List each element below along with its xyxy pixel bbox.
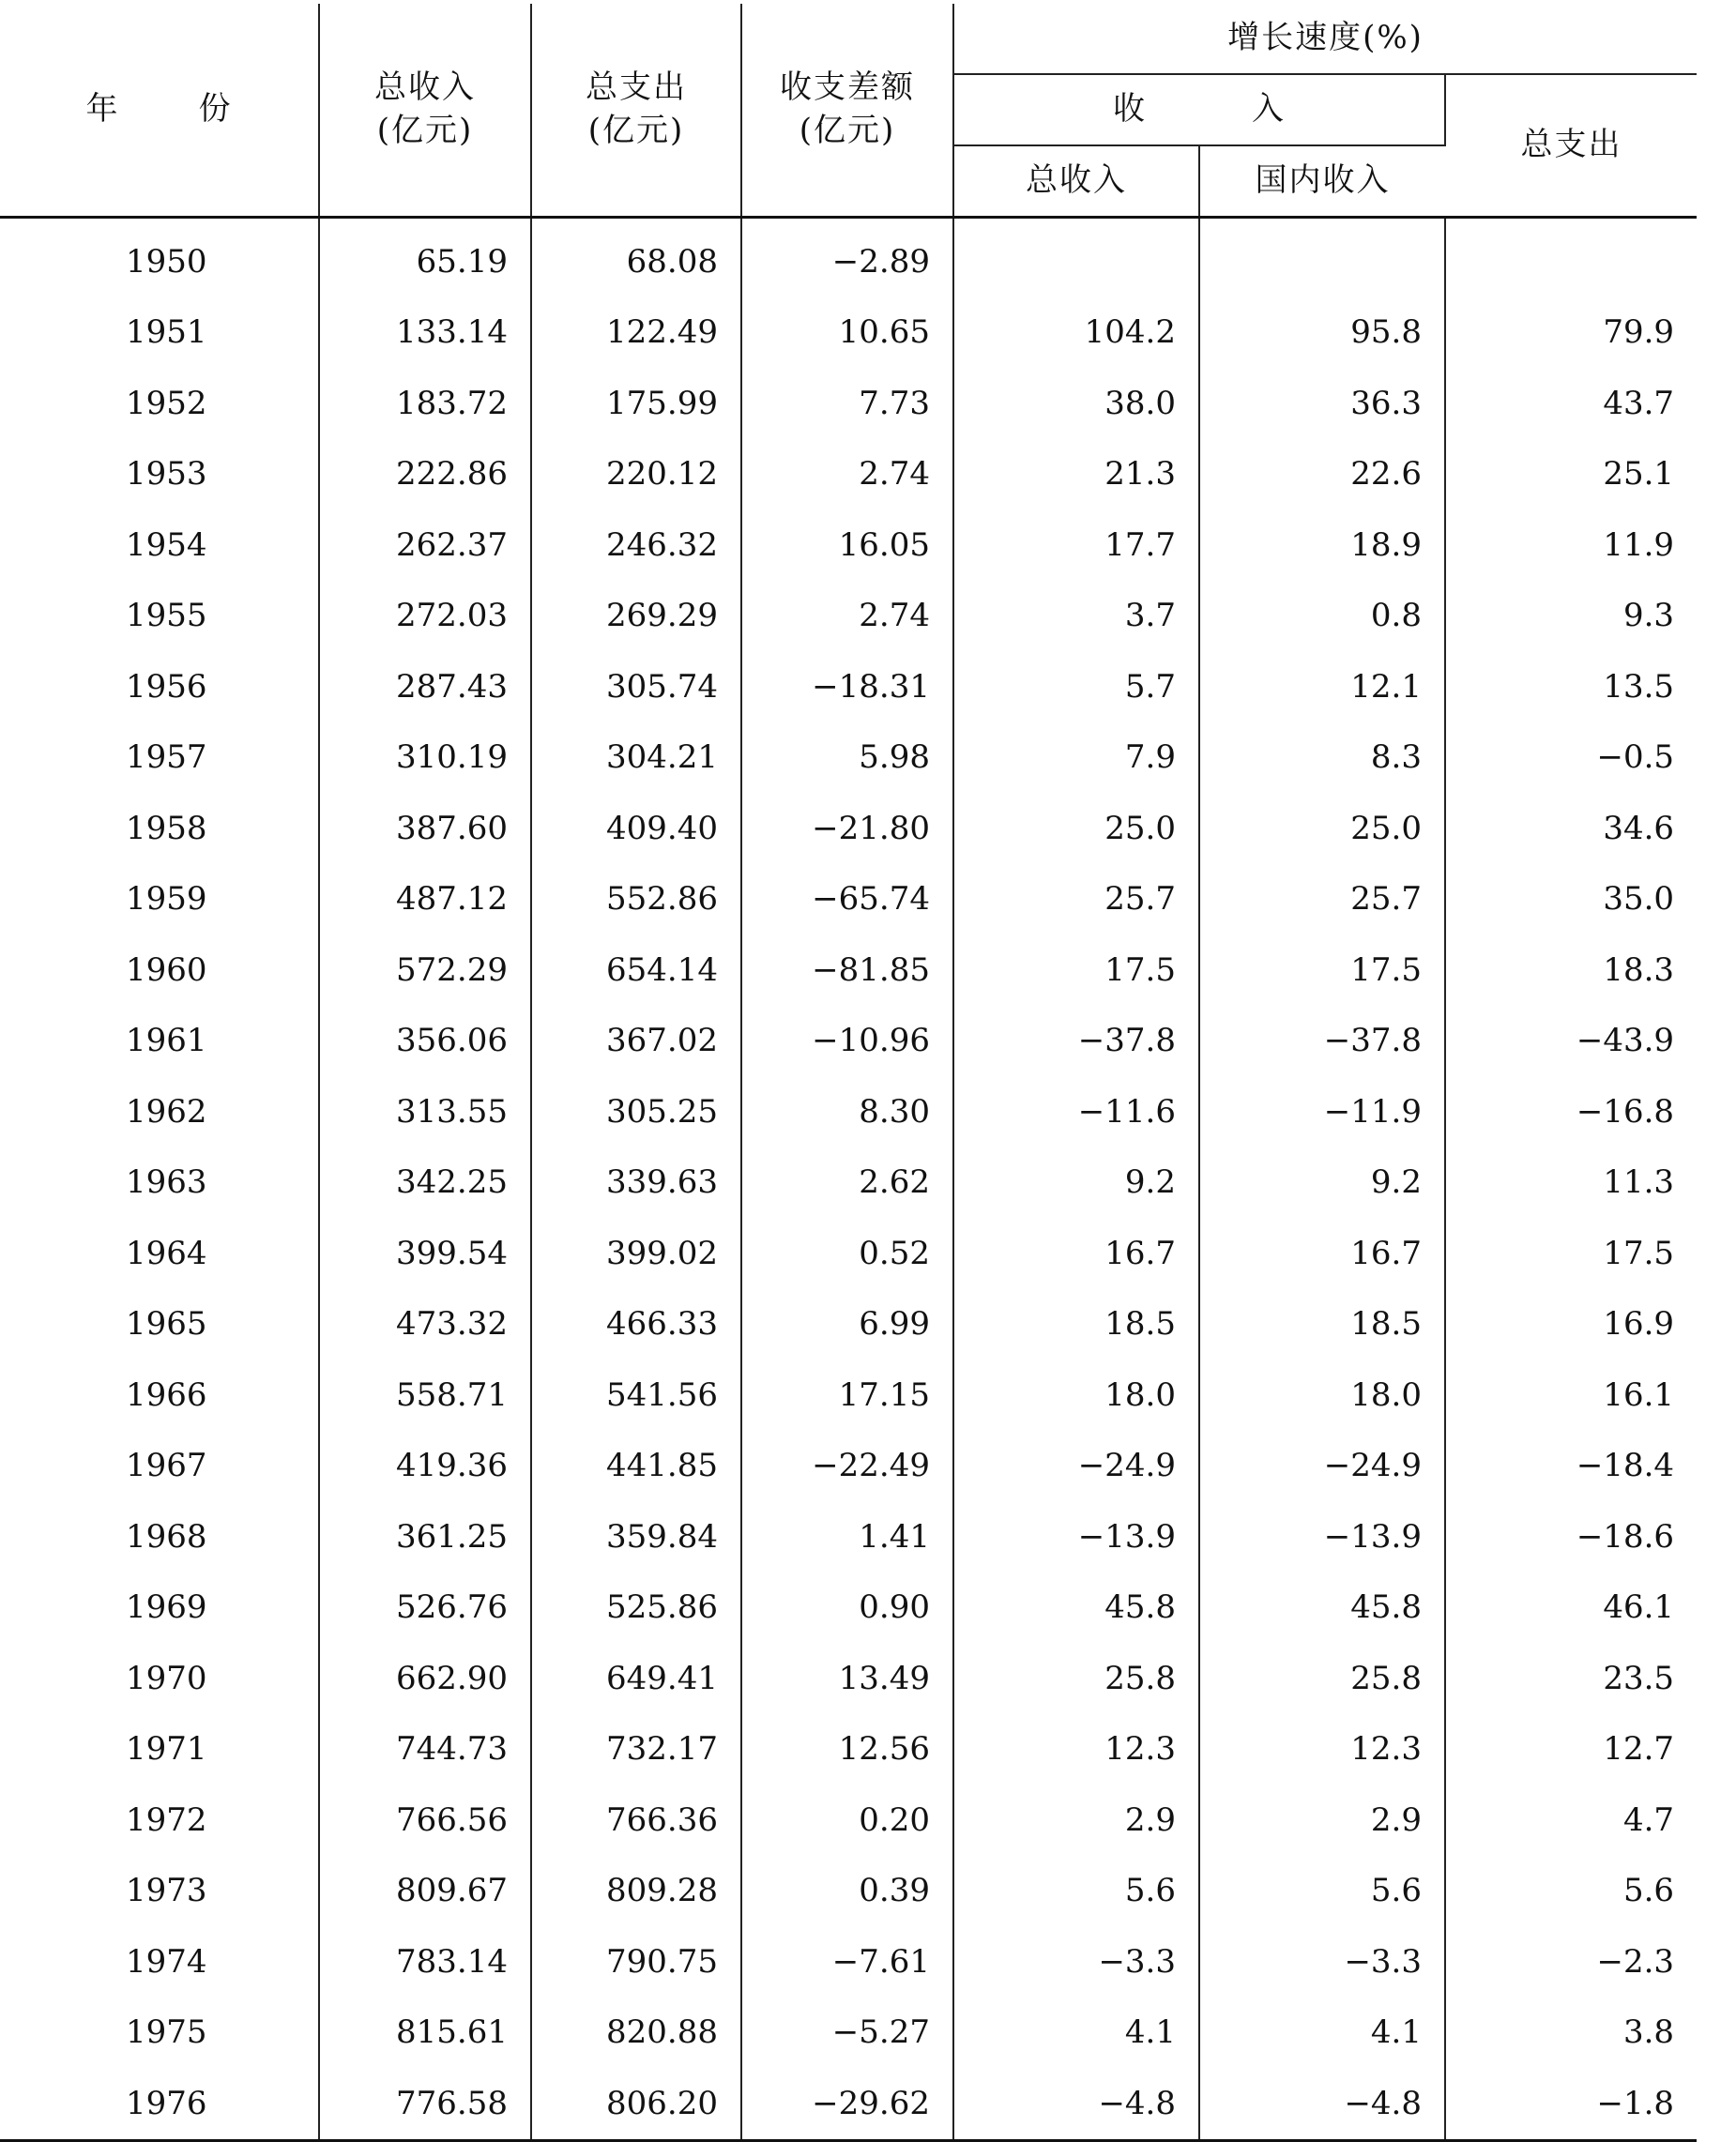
table-row (0, 1431, 1697, 1502)
table-row (0, 1926, 1697, 1998)
total-revenue-cell: 313.55 (319, 1076, 531, 1147)
growth-total-revenue-cell: 5.6 (953, 1856, 1199, 1927)
year-cell: 1951 (0, 297, 319, 369)
growth-total-revenue-cell: 2.9 (953, 1785, 1199, 1856)
total-expenditure-cell: 525.86 (531, 1572, 741, 1644)
growth-total-revenue-cell: 45.8 (953, 1572, 1199, 1644)
growth-total-revenue-cell: 17.5 (953, 934, 1199, 1006)
balance-cell: 13.49 (741, 1643, 953, 1714)
fiscal-revenue-expenditure-table (0, 4, 1697, 2142)
total-revenue-cell: 809.67 (319, 1856, 531, 1927)
table-row (0, 1006, 1697, 1077)
balance-cell: 2.74 (741, 581, 953, 652)
total-expenditure-cell: 409.40 (531, 793, 741, 864)
growth-domestic-revenue-cell (1199, 218, 1445, 297)
total-expenditure-cell: 441.85 (531, 1431, 741, 1502)
balance-cell: −29.62 (741, 2068, 953, 2140)
balance-cell: −18.31 (741, 651, 953, 722)
growth-total-expenditure-cell: −1.8 (1445, 2068, 1697, 2140)
header-revenue-group: 收 入 (953, 74, 1445, 145)
total-expenditure-cell: 654.14 (531, 934, 741, 1006)
growth-total-expenditure-cell: 5.6 (1622, 1872, 1675, 1910)
header-total-revenue: 总收入 (亿元) (319, 4, 531, 218)
year-cell: 1967 (0, 1431, 319, 1502)
year-cell: 1963 (0, 1147, 319, 1219)
growth-domestic-revenue-cell: 18.0 (1199, 1360, 1445, 1431)
table-row (0, 1785, 1697, 1856)
total-revenue-cell: 399.54 (319, 1218, 531, 1289)
growth-domestic-revenue-cell: 9.2 (1199, 1147, 1445, 1219)
balance-cell: 7.73 (741, 368, 953, 439)
year-cell: 1965 (0, 1289, 319, 1360)
growth-total-revenue-cell: 12.3 (953, 1714, 1199, 1785)
year-cell: 1958 (0, 793, 319, 864)
year-cell: 1952 (0, 368, 319, 439)
table-row (0, 651, 1697, 722)
total-expenditure-cell: 367.02 (531, 1006, 741, 1077)
growth-total-revenue-cell: 25.7 (953, 864, 1199, 935)
balance-cell: 0.20 (741, 1785, 953, 1856)
growth-domestic-revenue-cell: −3.3 (1199, 1926, 1445, 1998)
year-cell: 1968 (0, 1501, 319, 1572)
year-cell: 1964 (0, 1218, 319, 1289)
growth-domestic-revenue-cell: −13.9 (1199, 1501, 1445, 1572)
growth-total-expenditure-cell: 25.1 (1603, 455, 1675, 494)
total-revenue-cell: 356.06 (319, 1006, 531, 1077)
table-row (0, 1501, 1697, 1572)
growth-domestic-revenue-cell: 12.1 (1199, 651, 1445, 722)
year-cell: 1966 (0, 1360, 319, 1431)
header-total-expenditure: 总支出 (亿元) (531, 4, 741, 218)
year-cell: 1972 (0, 1785, 319, 1856)
total-expenditure-cell: 305.74 (531, 651, 741, 722)
year-cell: 1961 (0, 1006, 319, 1077)
balance-cell: −81.85 (741, 934, 953, 1006)
growth-total-revenue-cell: 7.9 (953, 722, 1199, 794)
growth-total-revenue-cell: 5.7 (953, 651, 1199, 722)
total-expenditure-cell: 246.32 (531, 509, 741, 581)
growth-total-expenditure-cell: −16.8 (1576, 1092, 1675, 1131)
table-row (0, 1147, 1697, 1219)
growth-total-expenditure-cell: −2.3 (1596, 1942, 1675, 1981)
year-cell: 1969 (0, 1572, 319, 1644)
balance-cell: 17.15 (741, 1360, 953, 1431)
total-revenue-cell: 662.90 (319, 1643, 531, 1714)
year-cell: 1950 (0, 218, 319, 297)
total-expenditure-cell: 175.99 (531, 368, 741, 439)
total-revenue-cell: 744.73 (319, 1714, 531, 1785)
balance-cell: −2.89 (741, 218, 953, 297)
growth-domestic-revenue-cell: 25.8 (1199, 1643, 1445, 1714)
growth-total-revenue-cell: 4.1 (953, 1998, 1199, 2069)
growth-total-expenditure-cell: −0.5 (1596, 738, 1675, 777)
growth-domestic-revenue-cell: 8.3 (1199, 722, 1445, 794)
growth-total-revenue-cell: 21.3 (953, 439, 1199, 510)
growth-domestic-revenue-cell: −4.8 (1199, 2068, 1445, 2140)
total-revenue-cell: 487.12 (319, 864, 531, 935)
total-revenue-cell: 183.72 (319, 368, 531, 439)
growth-total-expenditure-cell (1445, 218, 1697, 297)
balance-cell: −65.74 (741, 864, 953, 935)
growth-total-revenue-cell: 16.7 (953, 1218, 1199, 1289)
growth-domestic-revenue-cell: −11.9 (1199, 1076, 1445, 1147)
growth-total-revenue-cell: 17.7 (953, 509, 1199, 581)
growth-domestic-revenue-cell: 2.9 (1199, 1785, 1445, 1856)
growth-total-expenditure-cell: −18.4 (1576, 1447, 1675, 1485)
year-cell: 1970 (0, 1643, 319, 1714)
growth-total-revenue-cell: −37.8 (953, 1006, 1199, 1077)
total-expenditure-cell: 122.49 (531, 297, 741, 369)
growth-total-revenue-cell: 3.7 (953, 581, 1199, 652)
table-row (0, 1643, 1697, 1714)
growth-total-expenditure-cell: 17.5 (1603, 1234, 1675, 1272)
total-expenditure-cell: 790.75 (531, 1926, 741, 1998)
growth-total-expenditure-cell: 18.3 (1603, 950, 1675, 989)
total-expenditure-cell: 359.84 (531, 1501, 741, 1572)
total-expenditure-cell: 399.02 (531, 1218, 741, 1289)
growth-total-expenditure-cell: −18.6 (1576, 1517, 1675, 1556)
total-revenue-cell: 287.43 (319, 651, 531, 722)
total-expenditure-cell: 305.25 (531, 1076, 741, 1147)
growth-total-revenue-cell: 18.5 (953, 1289, 1199, 1360)
total-revenue-cell: 419.36 (319, 1431, 531, 1502)
growth-domestic-revenue-cell: 25.7 (1199, 864, 1445, 935)
balance-cell: 16.05 (741, 509, 953, 581)
growth-total-expenditure-cell: 46.1 (1603, 1588, 1675, 1627)
growth-domestic-revenue-cell: 18.9 (1199, 509, 1445, 581)
balance-cell: 0.39 (741, 1856, 953, 1927)
year-cell: 1956 (0, 651, 319, 722)
table-row (0, 509, 1697, 581)
table-row (0, 581, 1697, 652)
table-row (0, 722, 1697, 794)
balance-cell: 5.98 (741, 722, 953, 794)
total-expenditure-cell: 304.21 (531, 722, 741, 794)
total-revenue-cell: 572.29 (319, 934, 531, 1006)
table-row (0, 2068, 1697, 2140)
growth-domestic-revenue-cell: −24.9 (1199, 1431, 1445, 1502)
year-cell: 1953 (0, 439, 319, 510)
growth-total-revenue-cell: 25.0 (953, 793, 1199, 864)
year-cell: 1960 (0, 934, 319, 1006)
total-expenditure-cell: 466.33 (531, 1289, 741, 1360)
year-cell: 1954 (0, 509, 319, 581)
growth-domestic-revenue-cell: 4.1 (1199, 1998, 1445, 2069)
growth-total-expenditure-cell: 13.5 (1603, 667, 1675, 706)
balance-cell: 8.30 (741, 1076, 953, 1147)
table-row (0, 1360, 1697, 1431)
total-revenue-cell: 272.03 (319, 581, 531, 652)
total-expenditure-cell: 649.41 (531, 1643, 741, 1714)
total-expenditure-cell: 806.20 (531, 2068, 741, 2140)
year-cell: 1959 (0, 864, 319, 935)
header-growth-total-revenue: 总收入 (953, 145, 1199, 218)
balance-cell: 2.74 (741, 439, 953, 510)
total-expenditure-cell: 220.12 (531, 439, 741, 510)
balance-cell: 10.65 (741, 297, 953, 369)
growth-total-expenditure-cell: 34.6 (1603, 809, 1675, 847)
balance-cell: 0.90 (741, 1572, 953, 1644)
table-row (0, 1998, 1697, 2069)
year-cell: 1971 (0, 1714, 319, 1785)
balance-cell: 2.62 (741, 1147, 953, 1219)
growth-total-revenue-cell: 25.8 (953, 1643, 1199, 1714)
total-revenue-cell: 342.25 (319, 1147, 531, 1219)
growth-total-expenditure-cell: 3.8 (1622, 2013, 1675, 2052)
growth-total-expenditure-cell: −43.9 (1576, 1022, 1675, 1060)
total-expenditure-cell: 552.86 (531, 864, 741, 935)
total-revenue-cell: 361.25 (319, 1501, 531, 1572)
total-revenue-cell: 65.19 (319, 218, 531, 297)
balance-cell: −21.80 (741, 793, 953, 864)
table-header (0, 4, 1697, 218)
year-cell: 1975 (0, 1998, 319, 2069)
year-cell: 1974 (0, 1926, 319, 1998)
total-expenditure-cell: 766.36 (531, 1785, 741, 1856)
growth-total-expenditure-cell: 35.0 (1603, 880, 1675, 919)
balance-cell: 6.99 (741, 1289, 953, 1360)
table-row (0, 864, 1697, 935)
total-expenditure-cell: 269.29 (531, 581, 741, 652)
growth-domestic-revenue-cell: 25.0 (1199, 793, 1445, 864)
total-revenue-cell: 776.58 (319, 2068, 531, 2140)
growth-total-revenue-cell: −24.9 (953, 1431, 1199, 1502)
growth-domestic-revenue-cell: 17.5 (1199, 934, 1445, 1006)
growth-total-revenue-cell: −11.6 (953, 1076, 1199, 1147)
growth-domestic-revenue-cell: 22.6 (1199, 439, 1445, 510)
year-cell: 1973 (0, 1856, 319, 1927)
growth-domestic-revenue-cell: 36.3 (1199, 368, 1445, 439)
total-expenditure-cell: 732.17 (531, 1714, 741, 1785)
header-growth-domestic-revenue: 国内收入 (1199, 145, 1445, 218)
growth-domestic-revenue-cell: 5.6 (1199, 1856, 1445, 1927)
table-body (0, 218, 1697, 2141)
table-row (0, 218, 1697, 297)
balance-cell: 12.56 (741, 1714, 953, 1785)
table-row (0, 1289, 1697, 1360)
growth-total-expenditure-cell: 12.7 (1603, 1730, 1675, 1769)
growth-total-expenditure-cell: 16.9 (1603, 1305, 1675, 1344)
balance-cell: 0.52 (741, 1218, 953, 1289)
table-row (0, 1856, 1697, 1927)
table-row (0, 1076, 1697, 1147)
growth-total-revenue-cell (953, 218, 1199, 297)
year-cell: 1957 (0, 722, 319, 794)
header-growth-total-expenditure: 总支出 (1445, 74, 1697, 218)
total-revenue-cell: 473.32 (319, 1289, 531, 1360)
table-row (0, 793, 1697, 864)
growth-total-expenditure-cell: 43.7 (1603, 384, 1675, 422)
total-revenue-cell: 766.56 (319, 1785, 531, 1856)
table-row (0, 1714, 1697, 1785)
total-expenditure-cell: 68.08 (531, 218, 741, 297)
total-revenue-cell: 222.86 (319, 439, 531, 510)
total-revenue-cell: 526.76 (319, 1572, 531, 1644)
growth-total-expenditure-cell: 4.7 (1622, 1800, 1675, 1839)
total-revenue-cell: 558.71 (319, 1360, 531, 1431)
balance-cell: 1.41 (741, 1501, 953, 1572)
total-revenue-cell: 783.14 (319, 1926, 531, 1998)
growth-total-expenditure-cell: 79.9 (1603, 313, 1675, 352)
table-row (0, 297, 1697, 369)
header-year: 年 份 (0, 4, 319, 218)
total-expenditure-cell: 541.56 (531, 1360, 741, 1431)
growth-total-revenue-cell: −13.9 (953, 1501, 1199, 1572)
total-revenue-cell: 815.61 (319, 1998, 531, 2069)
total-expenditure-cell: 820.88 (531, 1998, 741, 2069)
total-revenue-cell: 387.60 (319, 793, 531, 864)
growth-domestic-revenue-cell: −37.8 (1199, 1006, 1445, 1077)
growth-total-revenue-cell: 9.2 (953, 1147, 1199, 1219)
balance-cell: −10.96 (741, 1006, 953, 1077)
growth-domestic-revenue-cell: 95.8 (1199, 297, 1445, 369)
growth-total-revenue-cell: 38.0 (953, 368, 1199, 439)
total-expenditure-cell: 809.28 (531, 1856, 741, 1927)
table-row (0, 368, 1697, 439)
growth-total-expenditure-cell: 9.3 (1622, 597, 1675, 635)
table-row (0, 1218, 1697, 1289)
growth-domestic-revenue-cell: 16.7 (1199, 1218, 1445, 1289)
year-cell: 1955 (0, 581, 319, 652)
growth-domestic-revenue-cell: 12.3 (1199, 1714, 1445, 1785)
total-expenditure-cell: 339.63 (531, 1147, 741, 1219)
year-cell: 1962 (0, 1076, 319, 1147)
growth-total-expenditure-cell: 11.9 (1603, 525, 1675, 564)
growth-total-revenue-cell: −3.3 (953, 1926, 1199, 1998)
balance-cell: −7.61 (741, 1926, 953, 1998)
growth-total-revenue-cell: −4.8 (953, 2068, 1199, 2140)
header-balance: 收支差额 (亿元) (741, 4, 953, 218)
total-revenue-cell: 310.19 (319, 722, 531, 794)
header-growth-rate: 增长速度(%) (953, 4, 1697, 74)
growth-domestic-revenue-cell: 0.8 (1199, 581, 1445, 652)
table-row (0, 1572, 1697, 1644)
growth-domestic-revenue-cell: 18.5 (1199, 1289, 1445, 1360)
balance-cell: −5.27 (741, 1998, 953, 2069)
growth-total-expenditure-cell: 16.1 (1603, 1375, 1675, 1414)
growth-domestic-revenue-cell: 45.8 (1199, 1572, 1445, 1644)
year-cell: 1976 (0, 2068, 319, 2140)
balance-cell: −22.49 (741, 1431, 953, 1502)
growth-total-revenue-cell: 18.0 (953, 1360, 1199, 1431)
growth-total-revenue-cell: 104.2 (953, 297, 1199, 369)
total-revenue-cell: 262.37 (319, 509, 531, 581)
growth-total-expenditure-cell: 11.3 (1603, 1163, 1675, 1202)
total-revenue-cell: 133.14 (319, 297, 531, 369)
table-row (0, 934, 1697, 1006)
table-row (0, 439, 1697, 510)
growth-total-expenditure-cell: 23.5 (1603, 1659, 1675, 1697)
